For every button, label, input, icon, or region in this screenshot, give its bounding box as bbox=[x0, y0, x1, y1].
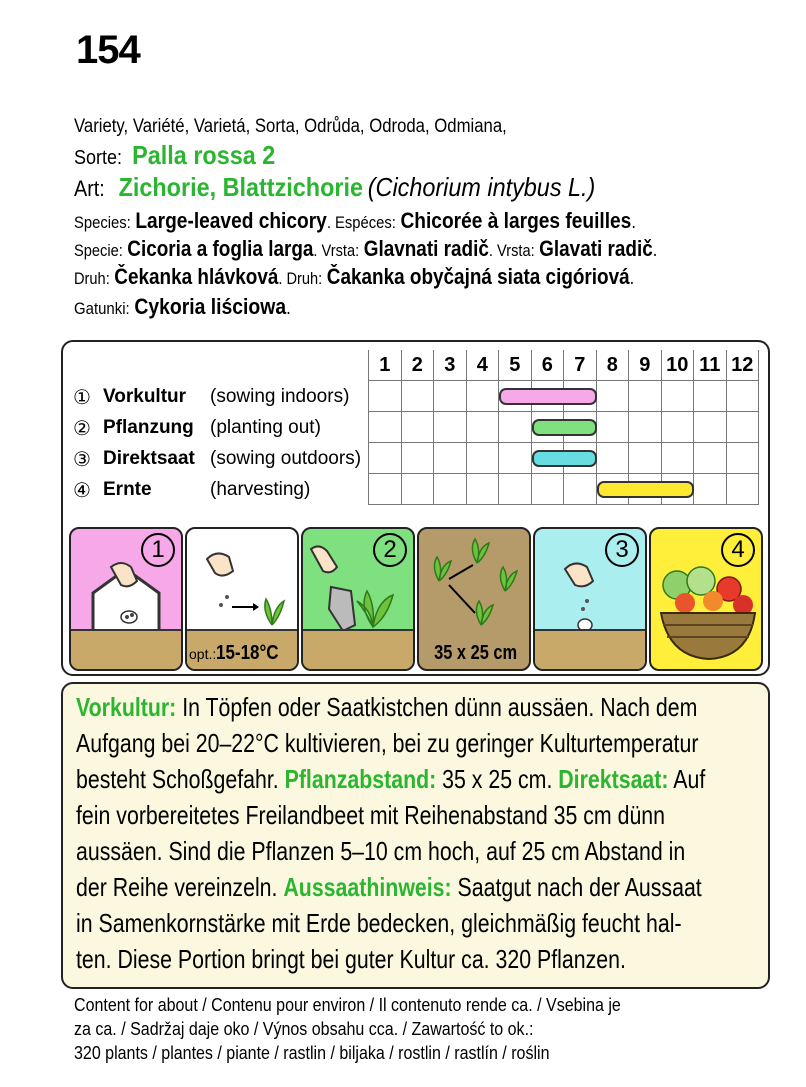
calendar-cell bbox=[596, 474, 629, 505]
calendar-cell bbox=[434, 474, 467, 505]
instruction-text: In Töpfen oder Saatkistchen dünn aussäen. Nach dem bbox=[176, 692, 698, 722]
step-number-icon: ④ bbox=[73, 479, 91, 502]
step-name: Direktsaat bbox=[103, 447, 195, 469]
calendar-cell bbox=[629, 474, 662, 505]
calendar-cell bbox=[596, 381, 629, 412]
species-end: . bbox=[652, 240, 658, 261]
month-5: 5 bbox=[499, 350, 532, 381]
calendar-cell bbox=[564, 381, 597, 412]
calendar-cell bbox=[499, 381, 532, 412]
instruction-line-text bbox=[76, 800, 665, 831]
calendar-row-label bbox=[68, 443, 369, 474]
step-number-icon: ③ bbox=[73, 448, 91, 471]
instructions-panel bbox=[61, 682, 770, 989]
calendar-row-label bbox=[68, 412, 369, 443]
species-label-fr: . Espéces: bbox=[326, 213, 396, 232]
species-end: . bbox=[629, 268, 635, 289]
footer-text: Content for about / Contenu pour environ / Il contenuto rende ca. / Vsebina je bbox=[74, 995, 621, 1015]
calendar-table bbox=[68, 350, 759, 505]
instruction-line bbox=[76, 764, 806, 795]
pictogram-sowing-outdoors bbox=[533, 527, 647, 671]
species-name-hr: Glavati radič bbox=[539, 236, 653, 261]
calendar-cell bbox=[434, 381, 467, 412]
species-label-it: Specie: bbox=[74, 241, 123, 260]
calendar-cell bbox=[499, 443, 532, 474]
species-line-3 bbox=[74, 264, 725, 290]
calendar-cell bbox=[596, 443, 629, 474]
spacing-value: 35 x 25 cm bbox=[434, 642, 518, 664]
art-name: Zichorie, Blattzichorie bbox=[118, 172, 364, 202]
calendar-cell bbox=[434, 412, 467, 443]
calendar-cell bbox=[694, 443, 727, 474]
instruction-line-text bbox=[76, 728, 698, 759]
calendar-row-ernte bbox=[68, 474, 759, 505]
species-name-sl: Glavnati radič bbox=[363, 236, 489, 261]
step-name: Vorkultur bbox=[103, 385, 187, 407]
calendar-cell bbox=[661, 474, 694, 505]
species-label-sl: . Vrsta: bbox=[313, 241, 360, 260]
spacing-plants-icon bbox=[419, 529, 529, 633]
month-12: 12 bbox=[726, 350, 759, 381]
calendar-cell bbox=[629, 443, 662, 474]
pictogram-number-3: 3 bbox=[605, 533, 639, 567]
instruction-keyword: Aussaathinweis: bbox=[283, 872, 452, 902]
calendar-cell bbox=[499, 474, 532, 505]
calendar-cell bbox=[531, 474, 564, 505]
instruction-line-text bbox=[76, 944, 626, 975]
month-7: 7 bbox=[564, 350, 597, 381]
pictogram-number-1: 1 bbox=[141, 533, 175, 567]
instruction-line-text bbox=[76, 836, 685, 867]
calendar-cell bbox=[661, 381, 694, 412]
instruction-line bbox=[76, 692, 806, 723]
calendar-cell bbox=[629, 412, 662, 443]
pictogram-temperature bbox=[185, 527, 299, 671]
step-number-icon: ① bbox=[73, 386, 91, 409]
instruction-text: ten. Diese Portion bringt bei guter Kultur ca. 320 Pflanzen. bbox=[76, 944, 626, 974]
footer-text: 320 plants / plantes / piante / rastlin / biljaka / rostlin / rastlín / roślin bbox=[74, 1043, 550, 1063]
instruction-line bbox=[76, 800, 794, 831]
variety-name: Palla rossa 2 bbox=[132, 140, 276, 170]
calendar-cell bbox=[466, 474, 499, 505]
instruction-text: Auf bbox=[668, 764, 706, 794]
sorte-label: Sorte: bbox=[74, 147, 123, 169]
calendar-cell bbox=[531, 443, 564, 474]
species-label-cs: Druh: bbox=[74, 269, 110, 288]
trowel-icon bbox=[303, 529, 413, 633]
step-number-icon: ② bbox=[73, 417, 91, 440]
calendar-cell bbox=[466, 443, 499, 474]
calendar-cell bbox=[726, 474, 759, 505]
soil bbox=[71, 629, 181, 669]
instruction-line bbox=[76, 944, 747, 975]
pictogram-spacing bbox=[417, 527, 531, 671]
month-3: 3 bbox=[434, 350, 467, 381]
calendar-row-direktsaat bbox=[68, 443, 759, 474]
species-label-pl: Gatunki: bbox=[74, 299, 130, 318]
pictogram-sowing-indoors bbox=[69, 527, 183, 671]
step-english: (sowing indoors) bbox=[210, 385, 350, 407]
instruction-line-text bbox=[76, 872, 702, 903]
species-name-fr: Chicorée à larges feuilles bbox=[400, 208, 632, 233]
species-line-1 bbox=[74, 208, 720, 234]
species-line-2 bbox=[74, 236, 752, 262]
pictogram-harvest bbox=[649, 527, 763, 671]
instruction-line-text bbox=[76, 908, 682, 939]
calendar-cell bbox=[466, 381, 499, 412]
species-name-en: Large-leaved chicory bbox=[135, 208, 327, 233]
instruction-text: 35 x 25 cm. bbox=[436, 764, 559, 794]
species-label-hr: . Vrsta: bbox=[488, 241, 535, 260]
art-label: Art: bbox=[74, 176, 105, 201]
calendar-row-label bbox=[68, 381, 369, 412]
month-1: 1 bbox=[369, 350, 402, 381]
month-9: 9 bbox=[629, 350, 662, 381]
species-line-4 bbox=[74, 294, 320, 320]
species-end: . bbox=[286, 298, 291, 319]
calendar-cell bbox=[369, 412, 402, 443]
month-4: 4 bbox=[466, 350, 499, 381]
variety-line bbox=[74, 140, 298, 171]
calendar-cell bbox=[401, 381, 434, 412]
step-english: (planting out) bbox=[210, 416, 321, 438]
footer-line-1 bbox=[74, 995, 688, 1016]
calendar-cell bbox=[531, 412, 564, 443]
temperature-prefix: opt.: bbox=[189, 646, 217, 662]
calendar-cell bbox=[726, 412, 759, 443]
calendar-cell bbox=[401, 443, 434, 474]
instruction-line-text bbox=[76, 692, 697, 723]
calendar-cell bbox=[564, 474, 597, 505]
step-english: (harvesting) bbox=[210, 478, 311, 500]
species-end: . bbox=[631, 212, 636, 233]
calendar-row-label bbox=[68, 474, 369, 505]
spacing-caption bbox=[425, 642, 523, 665]
instruction-line bbox=[76, 872, 806, 903]
art-line bbox=[74, 172, 653, 203]
calendar-cell bbox=[369, 443, 402, 474]
calendar-cell bbox=[694, 412, 727, 443]
calendar-cell bbox=[629, 381, 662, 412]
species-name-sk: Čakanka obyčajná siata cigóriová bbox=[326, 264, 630, 289]
calendar-cell bbox=[369, 381, 402, 412]
instruction-text: in Samenkornstärke mit Erde bedecken, gleichmäßig feucht hal- bbox=[76, 908, 682, 938]
species-name-pl: Cykoria liściowa bbox=[134, 294, 287, 319]
instruction-text: der Reihe vereinzeln. bbox=[76, 872, 284, 902]
month-10: 10 bbox=[661, 350, 694, 381]
calendar-cell bbox=[564, 412, 597, 443]
calendar-cell bbox=[661, 443, 694, 474]
footer-line-2 bbox=[74, 1019, 590, 1040]
calendar-cell bbox=[564, 443, 597, 474]
calendar-cell bbox=[726, 443, 759, 474]
month-2: 2 bbox=[401, 350, 434, 381]
instruction-keyword: Direktsaat: bbox=[558, 764, 669, 794]
footer-line-3 bbox=[74, 1043, 608, 1064]
instruction-text: Saatgut nach der Aussaat bbox=[451, 872, 702, 902]
soil bbox=[303, 629, 413, 669]
calendar-cell bbox=[726, 381, 759, 412]
calendar-cell bbox=[466, 412, 499, 443]
temperature-value: 15-18°C bbox=[216, 642, 279, 664]
temperature-caption bbox=[189, 642, 290, 665]
instruction-text: besteht Schoßgefahr. bbox=[76, 764, 285, 794]
variety-languages: Variety, Variété, Varietá, Sorta, Odrůda, Odroda, Odmiana, bbox=[74, 116, 507, 137]
step-english: (sowing outdoors) bbox=[210, 447, 362, 469]
pictogram-number-4: 4 bbox=[721, 533, 755, 567]
month-11: 11 bbox=[694, 350, 727, 381]
instruction-keyword: Vorkultur: bbox=[76, 692, 177, 722]
vegetable-basket-icon bbox=[651, 529, 761, 669]
packet-number: 154 bbox=[76, 28, 140, 72]
calendar-cell bbox=[369, 474, 402, 505]
instruction-line bbox=[76, 728, 806, 759]
calendar-cell bbox=[434, 443, 467, 474]
pictogram-number-2: 2 bbox=[373, 533, 407, 567]
calendar-row-pflanzung bbox=[68, 412, 759, 443]
calendar-cell bbox=[596, 412, 629, 443]
calendar-cell bbox=[694, 474, 727, 505]
species-name-it: Cicoria a foglia larga bbox=[127, 236, 314, 261]
month-6: 6 bbox=[531, 350, 564, 381]
instruction-keyword: Pflanzabstand: bbox=[284, 764, 437, 794]
calendar-cell bbox=[531, 381, 564, 412]
pictogram-planting-out bbox=[301, 527, 415, 671]
latin-name: (Cichorium intybus L.) bbox=[367, 172, 596, 202]
step-name: Pflanzung bbox=[103, 416, 194, 438]
instruction-line bbox=[76, 908, 806, 939]
calendar-cell bbox=[401, 412, 434, 443]
direct-sowing-icon bbox=[535, 529, 645, 633]
instruction-text: Aufgang bei 20–22°C kultivieren, bei zu geringer Kulturtemperatur bbox=[76, 728, 699, 758]
footer-text: za ca. / Sadržaj daje oko / Výnos obsahu cca. / Zawartość to ok.: bbox=[74, 1019, 534, 1039]
soil bbox=[535, 629, 645, 669]
step-name: Ernte bbox=[103, 478, 152, 500]
species-name-cs: Čekanka hlávková bbox=[114, 264, 279, 289]
calendar-header-row bbox=[68, 350, 759, 381]
calendar-row-vorkultur bbox=[68, 381, 759, 412]
species-label-en: Species: bbox=[74, 213, 131, 232]
month-8: 8 bbox=[596, 350, 629, 381]
germination-icon bbox=[187, 529, 297, 633]
instruction-line bbox=[76, 836, 806, 867]
calendar-cell bbox=[499, 412, 532, 443]
calendar-corner bbox=[68, 350, 369, 381]
calendar-cell bbox=[401, 474, 434, 505]
greenhouse-icon bbox=[71, 529, 181, 633]
instruction-line-text bbox=[76, 764, 705, 795]
instruction-text: fein vorbereitetes Freilandbeet mit Reihenabstand 35 cm dünn bbox=[76, 800, 666, 830]
calendar-cell bbox=[661, 412, 694, 443]
instruction-text: aussäen. Sind die Pflanzen 5–10 cm hoch, auf 25 cm Abstand in bbox=[76, 836, 686, 866]
species-label-sk: . Druh: bbox=[278, 269, 323, 288]
calendar-cell bbox=[694, 381, 727, 412]
